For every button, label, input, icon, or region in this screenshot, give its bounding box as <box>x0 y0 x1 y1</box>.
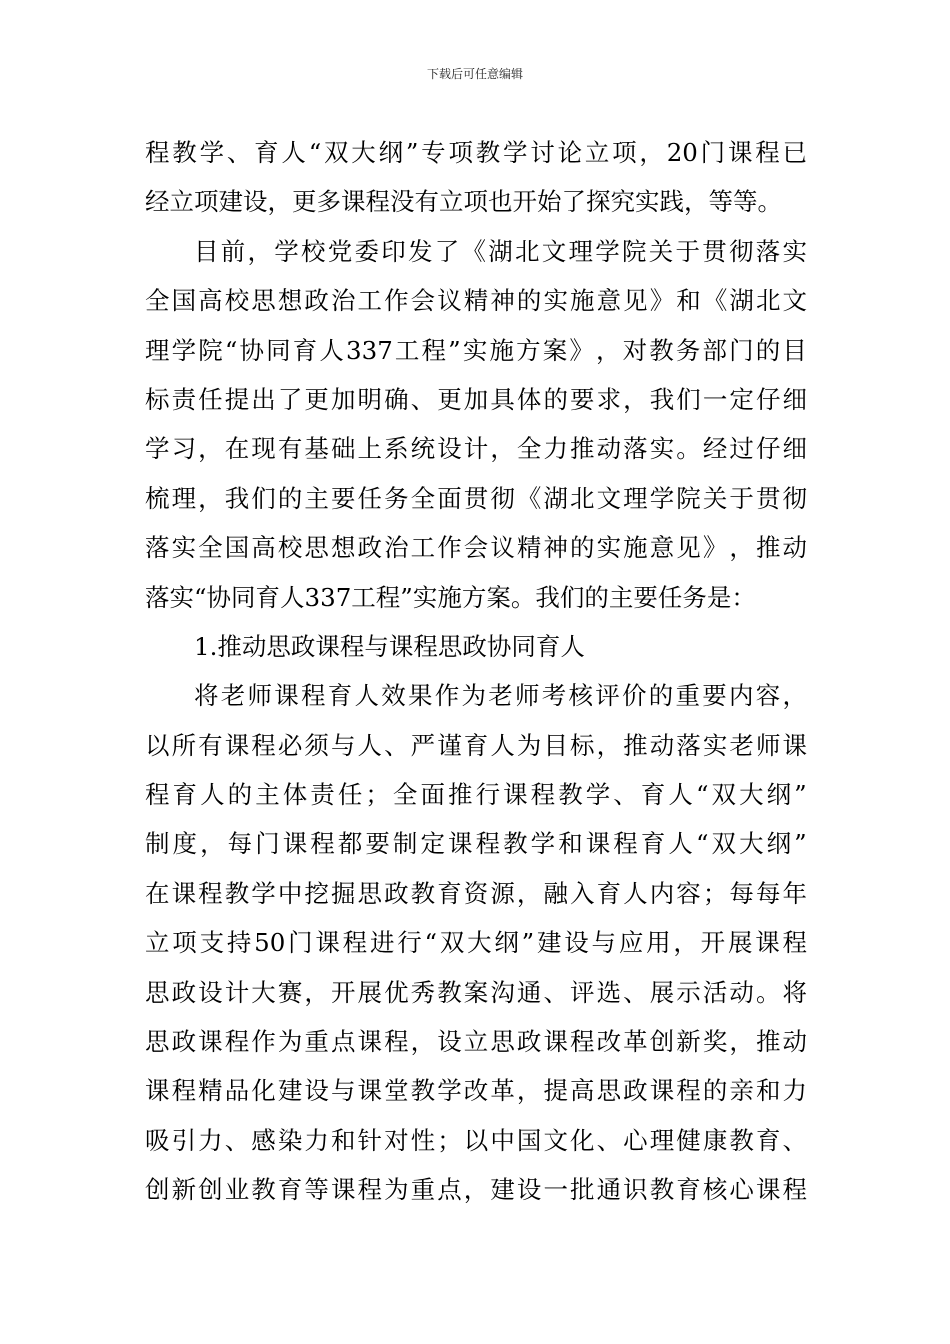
text-line: 课 程 精 品 化 建 设 与 课 堂 教 学 改 革 ， 提 高 思 政 课 程 的 亲 和 力 <box>145 1076 807 1106</box>
text-line: 经 立 项 建 设 ， 更 多 课 程 没 有 立 项 也 开 始 了 探 究 实 践 ， 等 等 。 <box>145 187 782 217</box>
text-line: 目 前 ， 学 校 党 委 印 发 了 《 湖 北 文 理 学 院 关 于 贯 彻 落 实 <box>194 236 807 266</box>
text-line: 程 教 学 、 育 人 “ 双 大 纲 ” 专 项 教 学 讨 论 立 项 ， 20 门 课 程 已 <box>145 138 807 167</box>
text-line: 理 学 院 “ 协 同 育 人 337 工 程 ” 实 施 方 案 》 ， 对 教 务 部 门 的 目 <box>145 335 807 365</box>
text-line: 立 项 支 持 50 门 课 程 进 行 “ 双 大 纲 ” 建 设 与 应 用 ， 开 展 课 程 <box>145 928 807 958</box>
text-line: 落 实 “ 协 同 育 人 337 工 程 ” 实 施 方 案 。 我 们 的 主 要 任 务 是 ： <box>145 582 756 612</box>
section-heading: 1. 推 动 思 政 课 程 与 课 程 思 政 协 同 育 人 <box>194 631 585 661</box>
text-line: 思 政 课 程 作 为 重 点 课 程 ， 设 立 思 政 课 程 改 革 创 新 奖 ， 推 动 <box>145 1027 807 1057</box>
page-header-note: 下载后可任意编辑 <box>426 67 523 81</box>
text-line: 将 老 师 课 程 育 人 效 果 作 为 老 师 考 核 评 价 的 重 要 内 容 ， <box>194 681 807 711</box>
document-body <box>145 128 807 1215</box>
text-line: 落 实 全 国 高 校 思 想 政 治 工 作 会 议 精 神 的 实 施 意 见 》 ， 推 动 <box>145 533 807 563</box>
text-line: 以 所 有 课 程 必 须 与 人 、 严 谨 育 人 为 目 标 ， 推 动 落 实 老 师 课 <box>145 730 807 760</box>
text-line: 制 度 ， 每 门 课 程 都 要 制 定 课 程 教 学 和 课 程 育 人 “ 双 大 纲 ” <box>145 829 807 859</box>
text-line: 在 课 程 教 学 中 挖 掘 思 政 教 育 资 源 ， 融 入 育 人 内 容 ； 每 每 年 <box>145 878 807 908</box>
text-line: 程 育 人 的 主 体 责 任 ； 全 面 推 行 课 程 教 学 、 育 人 “ 双 大 纲 ” <box>145 780 807 810</box>
text-line: 标 责 任 提 出 了 更 加 明 确 、 更 加 具 体 的 要 求 ， 我 们 一 定 仔 细 <box>145 384 807 414</box>
text-line: 梳 理 ， 我 们 的 主 要 任 务 全 面 贯 彻 《 湖 北 文 理 学 院 关 于 贯 彻 <box>145 483 807 513</box>
text-line: 学 习 ， 在 现 有 基 础 上 系 统 设 计 ， 全 力 推 动 落 实 。 经 过 仔 细 <box>145 434 807 464</box>
text-line: 吸 引 力 、 感 染 力 和 针 对 性 ； 以 中 国 文 化 、 心 理 健 康 教 育 、 <box>145 1125 807 1155</box>
text-line: 全 国 高 校 思 想 政 治 工 作 会 议 精 神 的 实 施 意 见 》 和 《 湖 北 文 <box>145 286 807 316</box>
text-line: 创 新 创 业 教 育 等 课 程 为 重 点 ， 建 设 一 批 通 识 教 育 核 心 课 程 <box>145 1175 807 1205</box>
text-line: 思 政 设 计 大 赛 ， 开 展 优 秀 教 案 沟 通 、 评 选 、 展 示 活 动 。 将 <box>145 977 807 1007</box>
